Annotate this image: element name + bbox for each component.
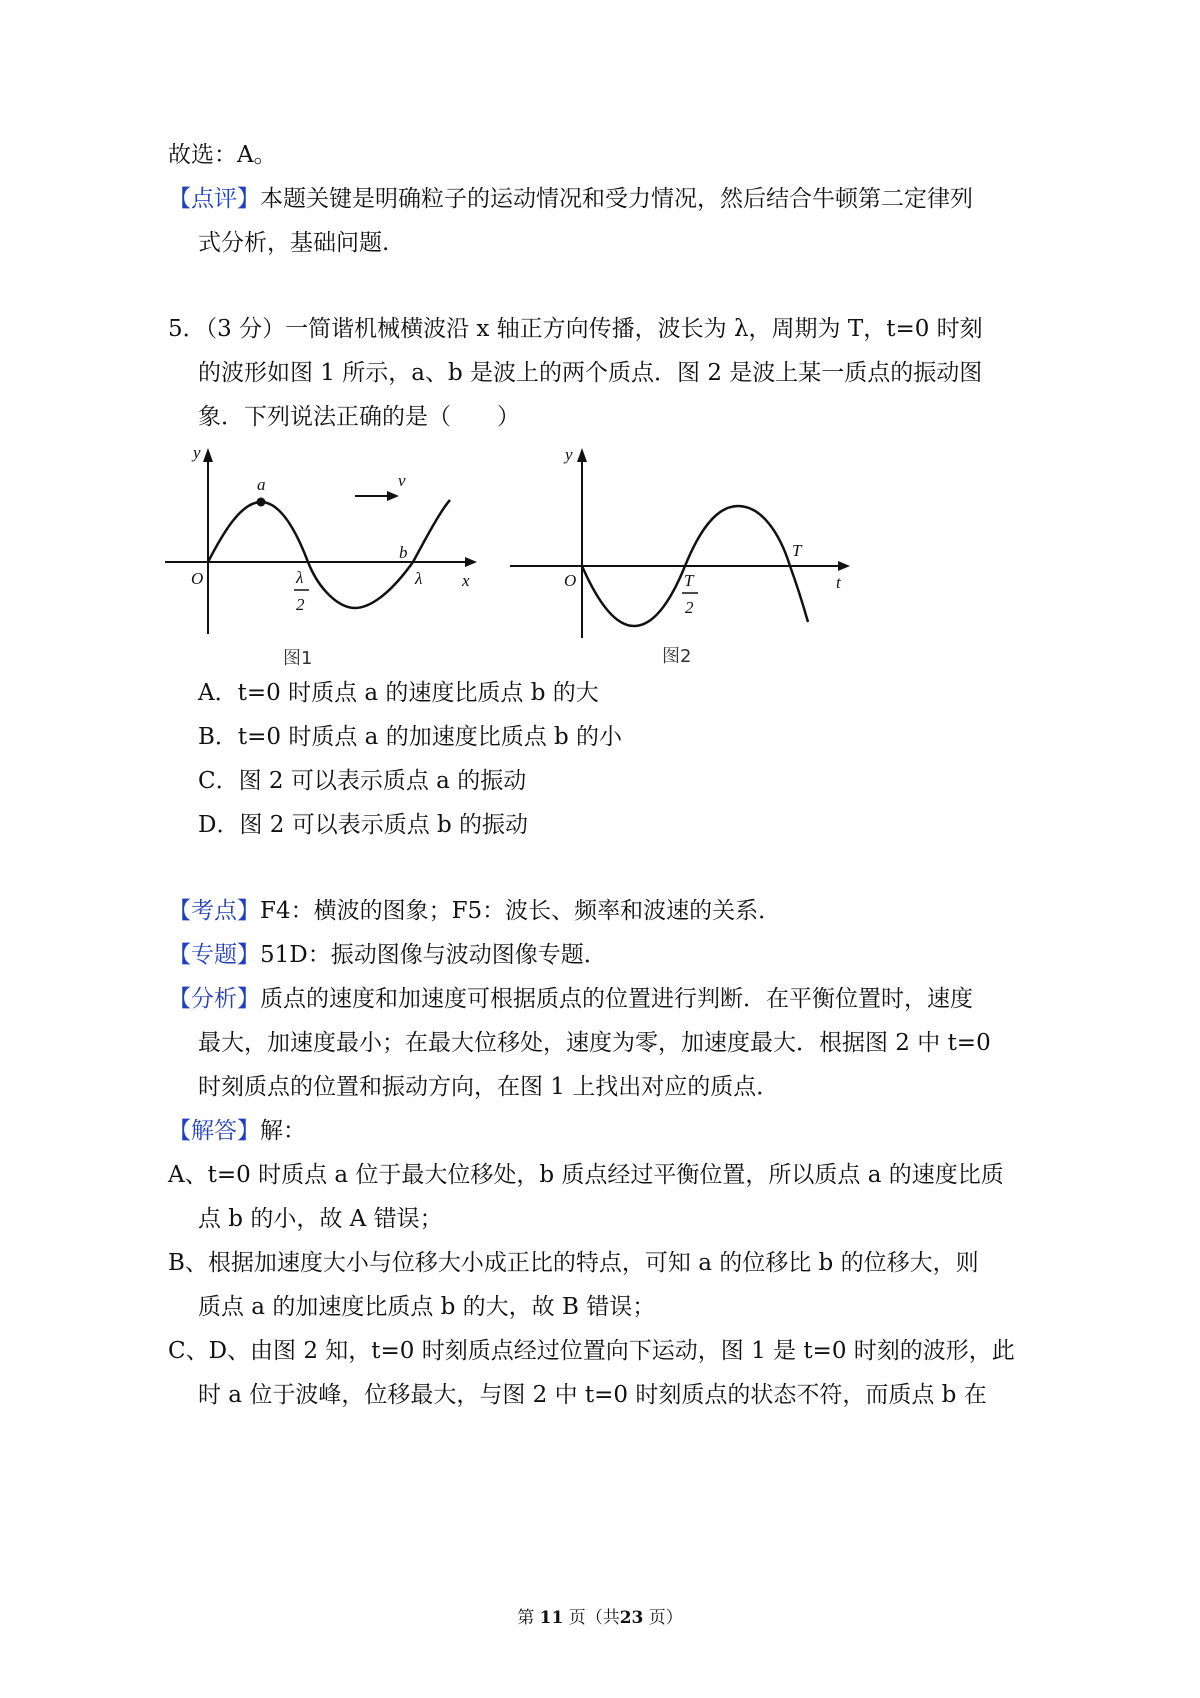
t-half-denominator: 2 <box>685 598 694 617</box>
topic-line <box>168 940 607 970</box>
knowledge-tag: 【考点】 <box>168 898 260 924</box>
review-tag: 【点评】 <box>168 186 260 212</box>
point-a-dot <box>257 498 266 507</box>
option-a: A．t=0 时质点 a 的速度比质点 b 的大 <box>198 680 599 706</box>
topic-text: 51D：振动图像与波动图像专题． <box>260 942 607 968</box>
page-total: 23 <box>619 1608 644 1628</box>
x-label: x <box>462 571 470 590</box>
lambda-half-numerator: λ <box>296 568 304 587</box>
answer-line: 点 b 的小，故 A 错误； <box>198 1206 443 1232</box>
text-line: 故选：A。 <box>168 142 277 168</box>
y-axis-arrow <box>577 448 587 462</box>
answer-line: A、t=0 时质点 a 位于最大位移处，b 质点经过平衡位置，所以质点 a 的速度比质 <box>168 1162 1004 1188</box>
figure-1 <box>165 438 485 684</box>
lambda-half-denominator: 2 <box>296 595 305 614</box>
origin-label: O <box>191 569 204 588</box>
topic-tag: 【专题】 <box>168 942 260 968</box>
period-label: T <box>792 541 802 560</box>
answer-line: 质点 a 的加速度比质点 b 的大，故 B 错误； <box>198 1294 656 1320</box>
answer-line: B、根据加速度大小与位移大小成正比的特点，可知 a 的位移比 b 的位移大，则 <box>168 1250 979 1276</box>
t-axis-arrow <box>838 561 850 571</box>
option-c: C．图 2 可以表示质点 a 的振动 <box>198 768 527 794</box>
lambda-label: λ <box>415 569 423 588</box>
answer-line: 时 a 位于波峰，位移最大，与图 2 中 t=0 时刻质点的状态不符，而质点 b 在 <box>198 1382 987 1408</box>
t-half-numerator: T <box>684 571 694 590</box>
velocity-arrow <box>387 491 399 501</box>
question-line: 的波形如图 1 所示，a、b 是波上的两个质点．图 2 是波上某一质点的振动图 <box>198 360 983 386</box>
footer-middle: 页（共 <box>568 1608 620 1628</box>
review-text: 本题关键是明确粒子的运动情况和受力情况，然后结合牛顿第二定律列 <box>260 186 973 212</box>
y-axis-arrow <box>203 448 213 462</box>
question-line: 象．下列说法正确的是（ ） <box>198 404 520 430</box>
figure-2 <box>510 438 860 684</box>
analysis-line: 最大，加速度最小；在最大位移处，速度为零，加速度最大．根据图 2 中 t=0 <box>198 1030 991 1056</box>
knowledge-line <box>168 896 781 926</box>
answer-line: C、D、由图 2 知，t=0 时刻质点经过位置向下运动，图 1 是 t=0 时刻的波形，此 <box>168 1338 1015 1364</box>
x-axis-arrow <box>465 557 477 567</box>
y-label: y <box>565 445 573 464</box>
answer-tag: 【解答】 <box>168 1118 260 1144</box>
velocity-label: v <box>398 471 406 490</box>
option-d: D．图 2 可以表示质点 b 的振动 <box>198 812 529 838</box>
knowledge-text: F4：横波的图象；F5：波长、频率和波速的关系． <box>260 898 782 924</box>
footer-suffix: 页） <box>648 1608 683 1628</box>
figure-1-caption: 图1 <box>283 648 313 669</box>
answer-text: 解： <box>260 1118 306 1144</box>
point-a-label: a <box>257 475 266 494</box>
y-label: y <box>193 443 201 462</box>
analysis-line: 时刻质点的位置和振动方向，在图 1 上找出对应的质点． <box>198 1074 780 1100</box>
figure-2-caption: 图2 <box>662 646 692 667</box>
question-line: 5．（3 分）一简谐机械横波沿 x 轴正方向传播，波长为 λ，周期为 T，t=0 时刻 <box>168 316 983 342</box>
t-label: t <box>836 573 841 592</box>
page-number: 11 <box>539 1608 564 1628</box>
review-line <box>168 184 973 214</box>
answer-line <box>168 1116 306 1146</box>
analysis-text: 质点的速度和加速度可根据质点的位置进行判断．在平衡位置时，速度 <box>260 986 973 1012</box>
point-b-label: b <box>399 543 408 562</box>
page-footer <box>0 1603 1200 1628</box>
origin-label: O <box>564 571 577 590</box>
wave-curve <box>208 500 450 608</box>
analysis-tag: 【分析】 <box>168 986 260 1012</box>
option-b: B．t=0 时质点 a 的加速度比质点 b 的小 <box>198 724 623 750</box>
footer-prefix: 第 <box>517 1608 535 1628</box>
text-line: 式分析，基础问题. <box>198 230 390 256</box>
analysis-line <box>168 984 973 1014</box>
